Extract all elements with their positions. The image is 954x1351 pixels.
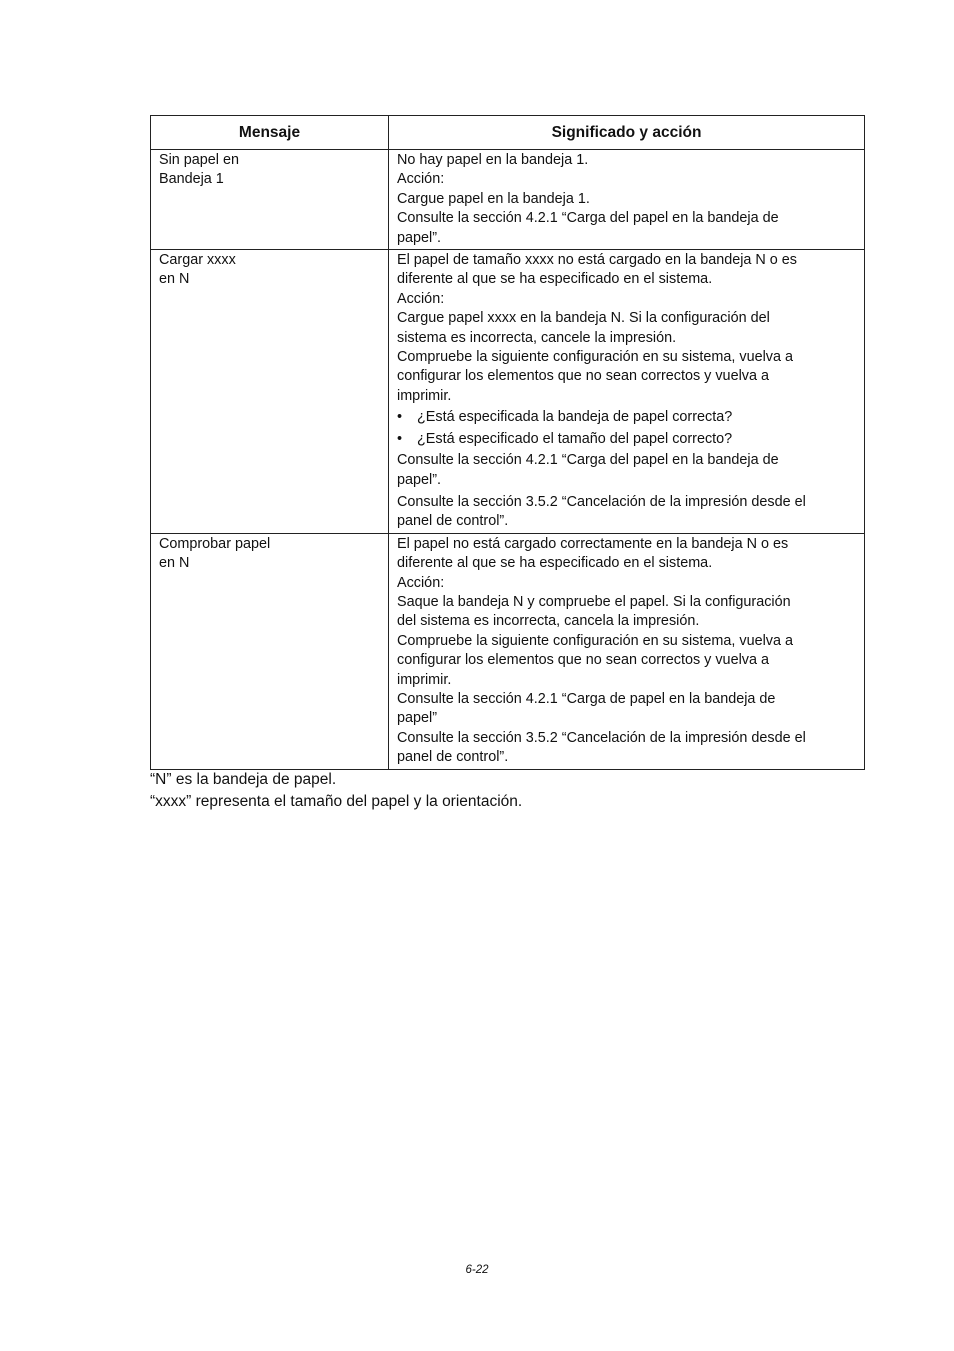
footnote: “N” es la bandeja de papel.: [150, 771, 337, 788]
message-line: Cargar xxxx: [159, 252, 236, 269]
action-line: Compruebe la siguiente configuración en su sistema, vuelva a: [397, 349, 793, 366]
action-line: papel”.: [397, 229, 442, 246]
action-line: Cargue papel en la bandeja 1.: [397, 190, 590, 207]
action-line: Saque la bandeja N y compruebe el papel. Si la configuración: [397, 593, 791, 610]
action-cell: [389, 533, 865, 769]
table-row: [151, 150, 865, 250]
action-line: imprimir.: [397, 671, 452, 688]
action-cell: [389, 150, 865, 250]
action-line: sistema es incorrecta, cancele la impresión.: [397, 329, 677, 346]
message-cell: [151, 533, 389, 769]
action-line: No hay papel en la bandeja 1.: [397, 152, 589, 168]
action-line: del sistema es incorrecta, cancela la impresión.: [397, 613, 700, 630]
bullet-item: [397, 430, 856, 449]
action-line: Acción:: [397, 290, 445, 307]
footnote: “xxxx” representa el tamaño del papel y la orientación.: [150, 792, 523, 810]
action-line: configurar los elementos que no sean correctos y vuelva a: [397, 368, 769, 385]
action-line: Consulte la sección 4.2.1 “Carga de papel en la bandeja de: [397, 690, 776, 707]
header-mensaje: Mensaje: [151, 116, 389, 150]
action-line: Consulte la sección 4.2.1 “Carga del papel en la bandeja de: [397, 210, 779, 227]
footnotes: [150, 769, 522, 812]
action-line: configurar los elementos que no sean correctos y vuelva a: [397, 652, 769, 669]
bullet-text: ¿Está especificada la bandeja de papel correcta?: [417, 409, 733, 426]
table-row: [151, 533, 865, 769]
action-line: Compruebe la siguiente configuración en su sistema, vuelva a: [397, 632, 793, 649]
action-line: papel”.: [397, 471, 442, 488]
action-line: papel”: [397, 710, 438, 727]
action-line: Consulte la sección 4.2.1 “Carga del papel en la bandeja de: [397, 452, 779, 469]
message-cell: [151, 150, 389, 250]
action-line: diferente al que se ha especificado en el sistema.: [397, 555, 713, 572]
page-number: 6-22: [465, 1264, 489, 1276]
action-line: El papel de tamaño xxxx no está cargado en la bandeja N o es: [397, 252, 798, 269]
bullet-icon: •: [397, 430, 403, 447]
action-line: Acción:: [397, 171, 445, 188]
message-line: en N: [159, 271, 190, 288]
action-line: imprimir.: [397, 387, 452, 404]
bullet-item: [397, 408, 856, 427]
bullet-text: ¿Está especificado el tamaño del papel correcto?: [417, 430, 733, 447]
action-cell: [389, 250, 865, 534]
bullet-icon: •: [397, 409, 403, 426]
table-header-row: [151, 116, 865, 150]
message-cell: [151, 250, 389, 534]
action-line: Acción:: [397, 574, 445, 591]
message-table: [150, 115, 865, 770]
header-significado: Significado y acción: [389, 116, 865, 150]
message-line: Comprobar papel: [159, 535, 271, 552]
message-line: Bandeja 1: [159, 171, 224, 188]
action-line: Consulte la sección 3.5.2 “Cancelación de la impresión desde el: [397, 493, 806, 510]
action-line: panel de control”.: [397, 513, 509, 530]
action-line: diferente al que se ha especificado en el sistema.: [397, 271, 713, 288]
table-row: [151, 250, 865, 534]
message-line: en N: [159, 555, 190, 572]
action-line: Cargue papel xxxx en la bandeja N. Si la configuración del: [397, 310, 770, 327]
action-line: panel de control”.: [397, 749, 509, 766]
action-line: El papel no está cargado correctamente en la bandeja N o es: [397, 535, 789, 552]
message-line: Sin papel en: [159, 152, 240, 168]
action-line: Consulte la sección 3.5.2 “Cancelación de la impresión desde el: [397, 729, 806, 746]
